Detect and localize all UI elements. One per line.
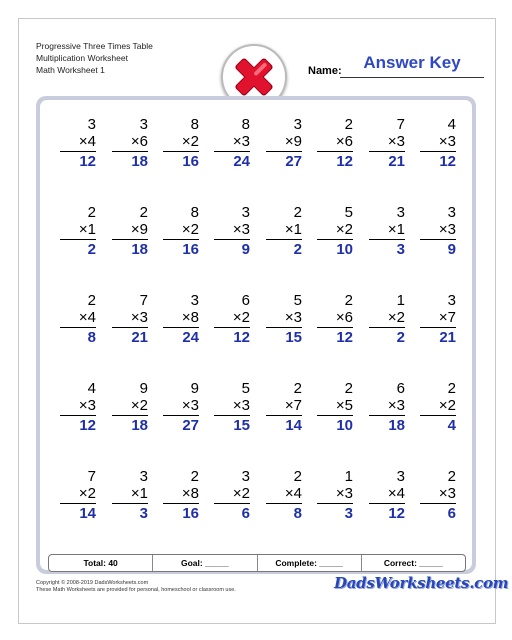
problem-multiplicand: 2 [344,292,353,309]
problem-multiplicand: 9 [139,380,148,397]
problem-multiplicand: 2 [87,204,96,221]
red-x-icon [229,52,279,102]
problem-multiplier: ×1 [78,221,96,238]
problem [112,116,148,170]
problem-multiplier: ×8 [181,309,199,326]
problem-multiplicand: 3 [87,116,96,133]
problem-multiplier: ×3 [78,397,96,414]
problem [317,468,353,522]
goal-field: Goal: _____ [153,555,257,571]
problem [60,380,96,434]
problem-multiplicand: 3 [396,204,405,221]
problem-answer: 27 [182,417,199,434]
problem-multiplier: ×3 [232,397,250,414]
answer-rule [112,151,148,152]
copyright-notice [36,580,236,594]
problem-multiplier: ×4 [78,133,96,150]
problem-multiplier: ×2 [181,133,199,150]
problem-answer: 9 [241,241,250,258]
problem-answer: 21 [439,329,456,346]
problem [60,116,96,170]
problem-multiplier: ×1 [387,221,405,238]
problem-answer: 12 [233,329,250,346]
problem [317,380,353,434]
problem-multiplicand: 2 [293,380,302,397]
name-field-line [340,77,484,78]
problem-answer: 6 [241,505,250,522]
problem-multiplicand: 3 [241,468,250,485]
problem-multiplicand: 3 [447,204,456,221]
problem-multiplicand: 2 [293,468,302,485]
problem-multiplier: ×3 [335,485,353,502]
problem-multiplier: ×4 [284,485,302,502]
answer-rule [112,503,148,504]
answer-rule [266,503,302,504]
worksheet-title [36,40,153,76]
title-line-3: Math Worksheet 1 [36,65,105,75]
answer-rule [60,415,96,416]
problem-multiplier: ×2 [181,221,199,238]
problem-multiplier: ×2 [78,485,96,502]
problem-multiplier: ×3 [387,133,405,150]
answer-rule [214,151,250,152]
title-line-1: Progressive Three Times Table [36,41,153,51]
answer-rule [369,503,405,504]
problem-answer: 10 [336,241,353,258]
problems-panel [36,96,476,574]
problem-multiplicand: 9 [190,380,199,397]
problem-multiplier: ×2 [438,397,456,414]
problem-multiplier: ×2 [232,485,250,502]
problem-multiplicand: 8 [190,204,199,221]
problem-answer: 18 [388,417,405,434]
problem [214,292,250,346]
problem-multiplicand: 6 [396,380,405,397]
problem-multiplier: ×4 [78,309,96,326]
problem-multiplicand: 8 [241,116,250,133]
answer-rule [369,151,405,152]
problem-answer: 3 [139,505,148,522]
answer-rule [420,415,456,416]
problem-answer: 18 [131,153,148,170]
problem-multiplier: ×3 [181,397,199,414]
problem-multiplicand: 3 [139,468,148,485]
problem-multiplicand: 8 [190,116,199,133]
answer-rule [369,239,405,240]
problem-answer: 24 [182,329,199,346]
problem [112,380,148,434]
problem [369,116,405,170]
problem [214,204,250,258]
problem-multiplier: ×3 [438,133,456,150]
answer-rule [317,151,353,152]
answer-rule [420,239,456,240]
answer-rule [214,503,250,504]
problem-multiplier: ×2 [335,221,353,238]
problem-multiplicand: 2 [293,204,302,221]
problem-multiplier: ×3 [232,221,250,238]
problem-answer: 2 [87,241,96,258]
problem-answer: 2 [293,241,302,258]
problem [163,468,199,522]
problem-answer: 9 [447,241,456,258]
problem-multiplier: ×2 [130,397,148,414]
problem-multiplicand: 2 [344,380,353,397]
problem-multiplier: ×4 [387,485,405,502]
problem-multiplicand: 4 [447,116,456,133]
problem-answer: 24 [233,153,250,170]
problem-answer: 12 [336,329,353,346]
problem-multiplier: ×3 [232,133,250,150]
problem-multiplier: ×3 [438,221,456,238]
problem-multiplicand: 5 [293,292,302,309]
problem [214,116,250,170]
copyright-line-2: These Math Worksheets are provided for personal, homeschool or classroom use. [36,587,236,593]
problem-answer: 12 [79,417,96,434]
answer-rule [317,327,353,328]
problem [369,468,405,522]
problem [266,204,302,258]
problem-multiplicand: 3 [293,116,302,133]
title-line-2: Multiplication Worksheet [36,53,128,63]
problem-answer: 15 [233,417,250,434]
name-label: Name: [308,65,342,77]
problem-multiplier: ×6 [335,133,353,150]
dadsworksheets-logo: DadsWorksheets.com [334,574,509,592]
answer-rule [60,327,96,328]
answer-rule [112,415,148,416]
answer-rule [163,239,199,240]
answer-rule [266,239,302,240]
problem [266,380,302,434]
problem [163,204,199,258]
problem-answer: 6 [447,505,456,522]
problem-multiplier: ×2 [232,309,250,326]
problem [266,292,302,346]
problem [112,468,148,522]
answer-key-text: Answer Key [363,53,461,72]
problem [214,380,250,434]
score-bar [48,554,466,572]
total-count: Total: 40 [49,555,153,571]
problem [317,292,353,346]
problem [369,204,405,258]
answer-rule [163,503,199,504]
problem-answer: 21 [131,329,148,346]
answer-rule [112,239,148,240]
problem-multiplicand: 2 [139,204,148,221]
problem-answer: 3 [344,505,353,522]
answer-rule [266,151,302,152]
problem-multiplicand: 3 [139,116,148,133]
problem-answer: 8 [87,329,96,346]
problem-multiplicand: 2 [344,116,353,133]
problem-multiplier: ×3 [284,309,302,326]
problem [266,116,302,170]
problem-answer: 8 [293,505,302,522]
problem-answer: 14 [285,417,302,434]
problem-multiplicand: 1 [396,292,405,309]
problem-multiplier: ×1 [130,485,148,502]
problem-multiplicand: 7 [87,468,96,485]
answer-rule [369,327,405,328]
problem-answer: 15 [285,329,302,346]
problem-answer: 10 [336,417,353,434]
problem [420,380,456,434]
problem [214,468,250,522]
problem-answer: 12 [388,505,405,522]
problem-multiplicand: 6 [241,292,250,309]
problem-multiplier: ×3 [438,485,456,502]
problem-multiplier: ×9 [130,221,148,238]
problem [369,380,405,434]
problem-answer: 12 [336,153,353,170]
problem-answer: 16 [182,241,199,258]
problem-multiplicand: 2 [447,468,456,485]
problem [420,116,456,170]
problem [266,468,302,522]
problem-multiplicand: 3 [190,292,199,309]
problem-answer: 16 [182,505,199,522]
answer-rule [317,503,353,504]
problem-multiplier: ×2 [387,309,405,326]
problem-answer: 14 [79,505,96,522]
complete-field: Complete: _____ [258,555,362,571]
problem-multiplier: ×6 [335,309,353,326]
copyright-line-1: Copyright © 2008-2019 DadsWorksheets.com [36,580,149,586]
problem-answer: 2 [396,329,405,346]
problem-multiplicand: 5 [241,380,250,397]
problem [420,204,456,258]
problem-answer: 16 [182,153,199,170]
answer-rule [112,327,148,328]
problem-multiplier: ×3 [130,309,148,326]
problem-multiplier: ×8 [181,485,199,502]
problem-multiplicand: 7 [396,116,405,133]
problem-multiplier: ×6 [130,133,148,150]
problem [60,204,96,258]
problem [60,468,96,522]
problem-multiplicand: 2 [447,380,456,397]
problem-answer: 27 [285,153,302,170]
problem [420,468,456,522]
problem [112,292,148,346]
answer-rule [214,239,250,240]
answer-rule [214,415,250,416]
problem-multiplier: ×7 [284,397,302,414]
answer-rule [163,415,199,416]
problem [317,204,353,258]
problem [317,116,353,170]
problem-multiplicand: 3 [447,292,456,309]
problem-multiplier: ×9 [284,133,302,150]
problem-multiplier: ×3 [387,397,405,414]
problem [60,292,96,346]
answer-rule [420,503,456,504]
answer-rule [317,239,353,240]
answer-rule [420,151,456,152]
answer-rule [369,415,405,416]
problems-area [40,100,472,570]
problem [420,292,456,346]
answer-rule [163,151,199,152]
problem-multiplicand: 3 [396,468,405,485]
answer-rule [60,503,96,504]
answer-rule [60,151,96,152]
problem-multiplicand: 7 [139,292,148,309]
answer-rule [266,415,302,416]
problem-multiplicand: 4 [87,380,96,397]
problem-multiplicand: 3 [241,204,250,221]
problem [369,292,405,346]
problem-multiplicand: 2 [87,292,96,309]
correct-field: Correct: _____ [383,558,443,568]
answer-rule [317,415,353,416]
problem-multiplicand: 1 [344,468,353,485]
answer-rule [420,327,456,328]
answer-rule [214,327,250,328]
problem [163,116,199,170]
problem-answer: 21 [388,153,405,170]
answer-rule [163,327,199,328]
answer-rule [60,239,96,240]
problem-multiplier: ×1 [284,221,302,238]
problem-multiplier: ×7 [438,309,456,326]
problem-answer: 12 [439,153,456,170]
problem-answer: 18 [131,417,148,434]
problem-answer: 4 [447,417,456,434]
problem-multiplier: ×5 [335,397,353,414]
problem [112,204,148,258]
problem [163,292,199,346]
problem-answer: 12 [79,153,96,170]
answer-rule [266,327,302,328]
problem-answer: 18 [131,241,148,258]
problem-multiplicand: 2 [190,468,199,485]
problem [163,380,199,434]
problem-answer: 3 [396,241,405,258]
problem-multiplicand: 5 [344,204,353,221]
